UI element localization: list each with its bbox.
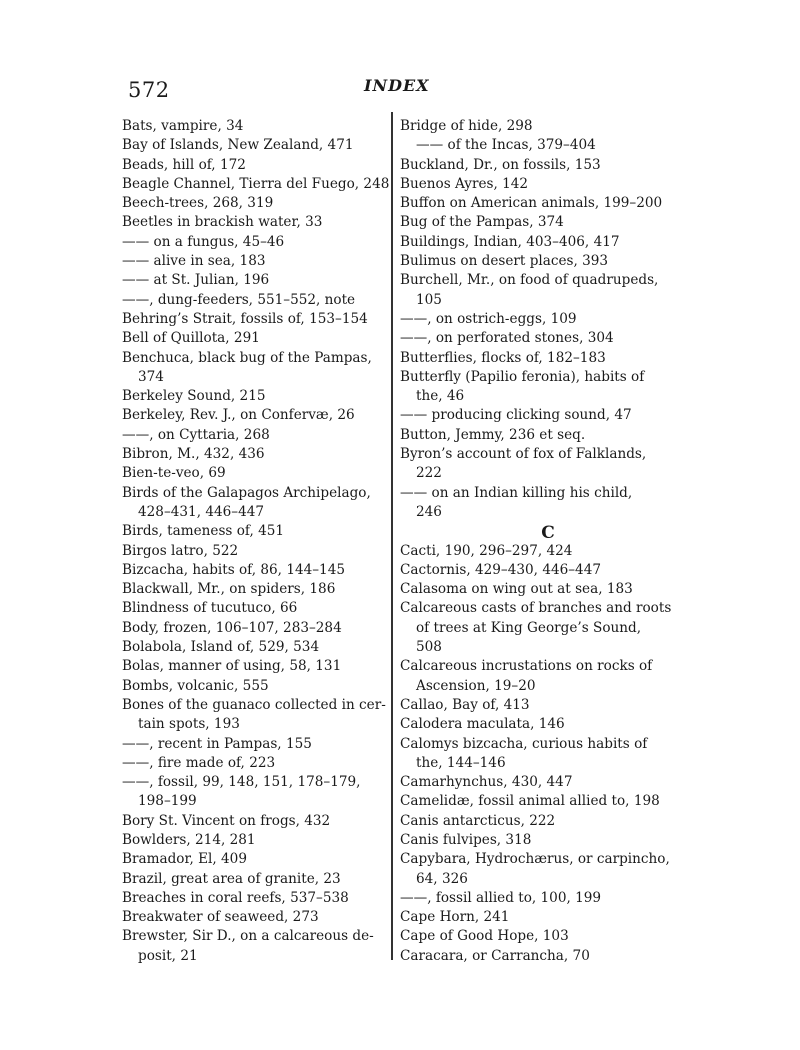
index-entry: Birds of the Galapagos Archipelago, xyxy=(122,484,371,501)
index-entry: Breakwater of seaweed, 273 xyxy=(122,909,319,926)
index-entry: —— producing clicking sound, 47 xyxy=(400,407,632,424)
index-entry: Bats, vampire, 34 xyxy=(122,118,244,134)
index-entry: ——, on perforated stones, 304 xyxy=(400,330,614,347)
index-entry: Cape of Good Hope, 103 xyxy=(400,928,569,945)
index-entry-continuation: the, 46 xyxy=(416,388,465,405)
index-entry-continuation: of trees at King George’s Sound, xyxy=(416,619,642,636)
index-entry: Bramador, El, 409 xyxy=(122,851,247,868)
index-entry: Bell of Quillota, 291 xyxy=(122,330,260,347)
index-entry: ——, on Cyttaria, 268 xyxy=(122,426,270,443)
index-entry: Byron’s account of fox of Falklands, xyxy=(400,446,647,463)
index-entry: Camelidæ, fossil animal allied to, 198 xyxy=(400,793,660,810)
index-entry: Bridge of hide, 298 xyxy=(400,118,533,134)
index-entry: Behring’s Strait, fossils of, 153–154 xyxy=(122,310,368,327)
index-entry-continuation: 508 xyxy=(416,639,442,656)
index-entry: Beagle Channel, Tierra del Fuego, 248 xyxy=(122,175,390,192)
index-entry-continuation: 198–199 xyxy=(138,793,197,810)
index-entry: ——, on ostrich-eggs, 109 xyxy=(400,310,577,327)
index-entry: Beads, hill of, 172 xyxy=(122,156,246,173)
index-entry: Butterflies, flocks of, 182–183 xyxy=(400,349,606,366)
index-entry: Breaches in coral reefs, 537–538 xyxy=(122,889,349,906)
index-entry: Birds, tameness of, 451 xyxy=(122,523,285,540)
index-entry: Birgos latro, 522 xyxy=(122,542,239,559)
index-entry: Bolas, manner of using, 58, 131 xyxy=(122,658,342,675)
index-entry: Benchuca, black bug of the Pampas, xyxy=(122,349,372,366)
index-entry: Bolabola, Island of, 529, 534 xyxy=(122,639,320,656)
index-entry: Buffon on American animals, 199–200 xyxy=(400,195,663,212)
index-entry: Bizcacha, habits of, 86, 144–145 xyxy=(122,561,346,578)
index-entry: Butterfly (Papilio feronia), habits of xyxy=(400,368,645,385)
index-entry: Blindness of tucutuco, 66 xyxy=(122,600,298,617)
page-number: 572 xyxy=(128,78,170,102)
index-entry: Buenos Ayres, 142 xyxy=(400,175,529,192)
index-entry-continuation: 428–431, 446–447 xyxy=(138,503,265,520)
index-entry-continuation: 105 xyxy=(416,291,442,308)
index-entry: Brazil, great area of granite, 23 xyxy=(122,870,341,887)
index-entry: ——, fire made of, 223 xyxy=(122,754,276,771)
index-column-right xyxy=(400,117,696,966)
section-letter-heading: C xyxy=(541,523,555,544)
index-entry: Bombs, volcanic, 555 xyxy=(122,677,269,694)
index-entry: ——, fossil, 99, 148, 151, 178–179, xyxy=(122,774,361,791)
index-entry-continuation: posit, 21 xyxy=(138,947,198,964)
index-entry-continuation: the, 144–146 xyxy=(416,754,506,771)
index-entry: ——, recent in Pampas, 155 xyxy=(122,735,312,752)
index-entry: —— at St. Julian, 196 xyxy=(122,272,270,289)
index-entry: —— on an Indian killing his child, xyxy=(400,484,633,501)
index-entry: Beetles in brackish water, 33 xyxy=(122,214,323,231)
index-entry: Burchell, Mr., on food of quadrupeds, xyxy=(400,272,659,289)
index-entry: Calomys bizcacha, curious habits of xyxy=(400,735,648,752)
index-entry: —— alive in sea, 183 xyxy=(122,253,266,270)
index-entry: Cacti, 190, 296–297, 424 xyxy=(400,542,573,559)
index-entry: —— on a fungus, 45–46 xyxy=(122,233,285,250)
index-entry-continuation: 222 xyxy=(416,465,442,482)
index-entry: Body, frozen, 106–107, 283–284 xyxy=(122,619,342,636)
index-entry: Blackwall, Mr., on spiders, 186 xyxy=(122,581,336,598)
index-entry: Berkeley, Rev. J., on Confervæ, 26 xyxy=(122,407,355,424)
index-entry: Camarhynchus, 430, 447 xyxy=(400,774,573,791)
index-entry: Calcareous casts of branches and roots xyxy=(400,600,672,617)
index-entry: Bones of the guanaco collected in cer- xyxy=(122,696,386,713)
index-entry: Caracara, or Carrancha, 70 xyxy=(400,947,590,964)
index-entry-continuation: Ascension, 19–20 xyxy=(416,677,536,694)
index-entry: Calcareous incrustations on rocks of xyxy=(400,658,653,675)
index-entry: ——, dung-feeders, 551–552, note xyxy=(122,291,356,308)
index-entry: ——, fossil allied to, 100, 199 xyxy=(400,889,602,906)
index-entry: Berkeley Sound, 215 xyxy=(122,388,266,405)
index-entry-continuation: 374 xyxy=(138,368,164,385)
index-entry-continuation: tain spots, 193 xyxy=(138,716,240,733)
index-entry: Bory St. Vincent on frogs, 432 xyxy=(122,812,331,829)
index-entry: Calasoma on wing out at sea, 183 xyxy=(400,581,633,598)
index-entry: Bien-te-veo, 69 xyxy=(122,465,226,482)
index-entry: Bulimus on desert places, 393 xyxy=(400,253,609,270)
index-entry: Canis fulvipes, 318 xyxy=(400,831,532,848)
index-entry: Brewster, Sir D., on a calcareous de- xyxy=(122,928,374,945)
index-entry: Callao, Bay of, 413 xyxy=(400,696,530,713)
running-head: INDEX xyxy=(364,76,430,95)
index-entry: Cactornis, 429–430, 446–447 xyxy=(400,561,602,578)
column-rule xyxy=(391,112,393,960)
index-entry: Bowlders, 214, 281 xyxy=(122,831,256,848)
index-entry-continuation: —— of the Incas, 379–404 xyxy=(416,137,596,154)
index-entry: Bay of Islands, New Zealand, 471 xyxy=(122,137,354,154)
index-entry: Buildings, Indian, 403–406, 417 xyxy=(400,233,620,250)
index-entry-continuation: 246 xyxy=(416,503,442,520)
index-entry: Canis antarcticus, 222 xyxy=(400,812,556,829)
index-entry: Capybara, Hydrochærus, or carpincho, xyxy=(400,851,670,868)
index-entry: Calodera maculata, 146 xyxy=(400,716,565,733)
index-entry: Bug of the Pampas, 374 xyxy=(400,214,564,231)
index-entry-continuation: 64, 326 xyxy=(416,870,468,887)
index-entry: Cape Horn, 241 xyxy=(400,909,510,926)
index-entry: Beech-trees, 268, 319 xyxy=(122,195,274,212)
index-column-left xyxy=(122,117,390,966)
index-entry: Buckland, Dr., on fossils, 153 xyxy=(400,156,601,173)
index-entry: Bibron, M., 432, 436 xyxy=(122,446,265,463)
index-entry: Button, Jemmy, 236 et seq. xyxy=(400,426,586,443)
